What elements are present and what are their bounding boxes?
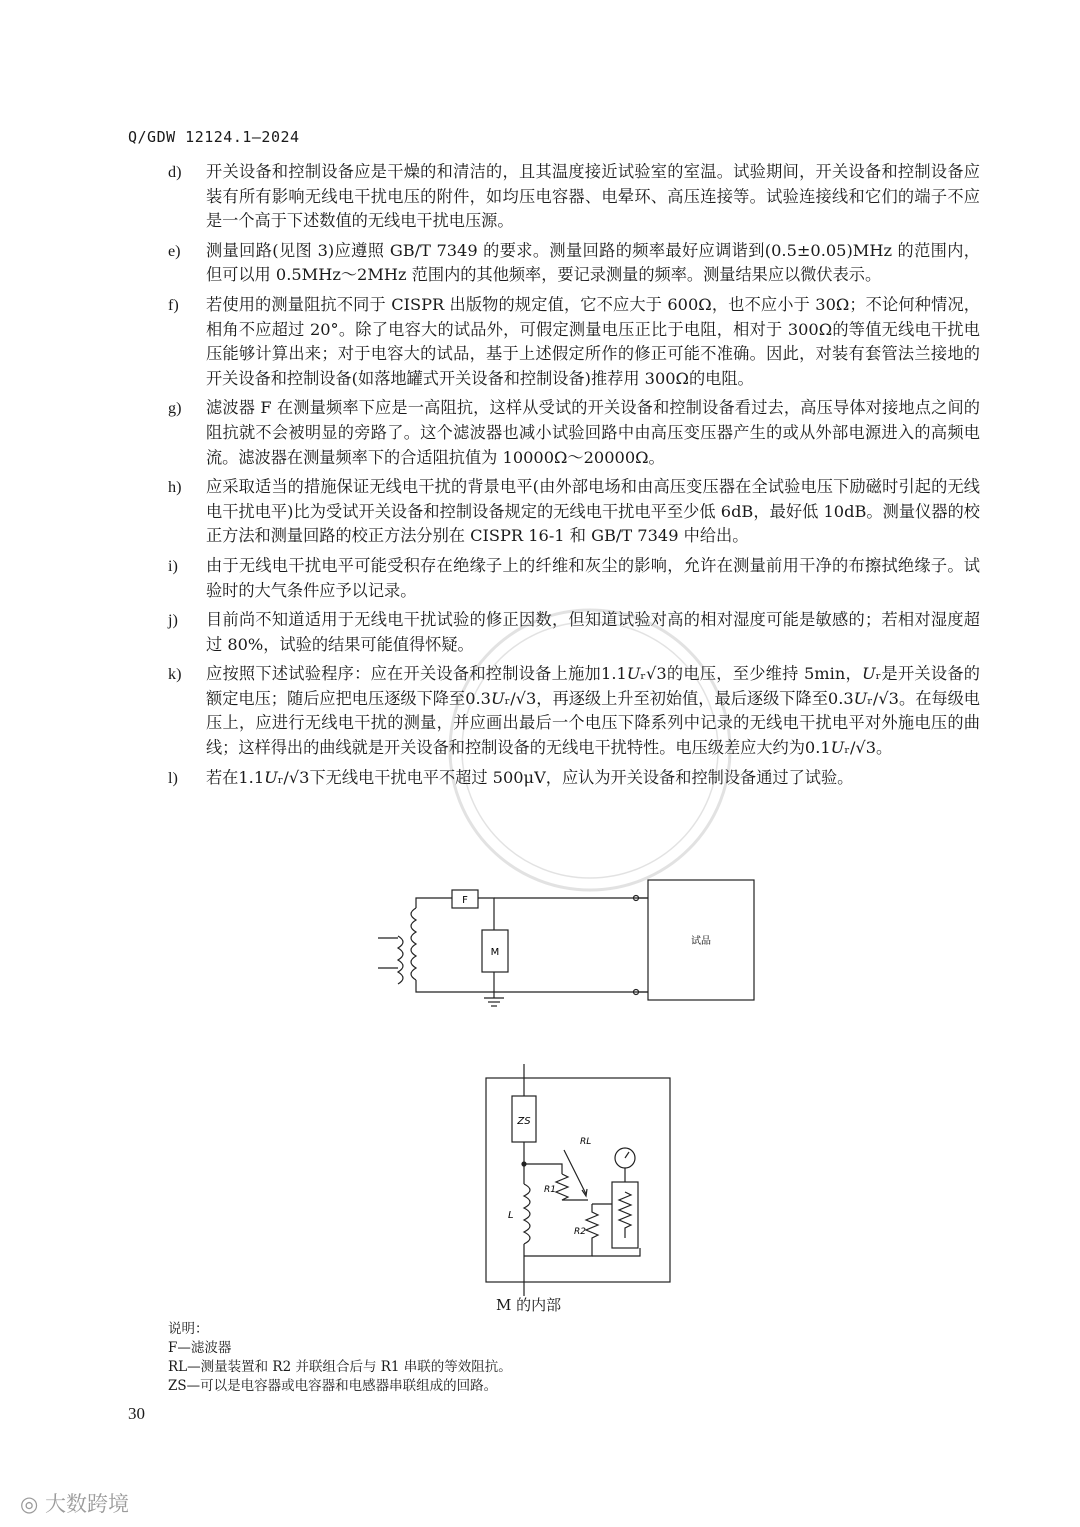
item-text: 应按照下述试验程序：应在开关设备和控制设备上施加1.1𝑈ᵣ√3的电压，至少维持 5min，𝑈ᵣ是开关设备的额定电压；随后应把电压逐级下降至0.3𝑈ᵣ/√3，再逐级上升至初始值，最后逐级下降至0.3𝑈ᵣ/√3。在每级电压上，应进行无线电干扰的测量，并应画出最后一个电压下降系列中记录的无线电干扰电平对外施电压的曲线；这样得出的曲线就是开关设备和控制设备的无线电干扰特性。电压级差应大约为0.1𝑈ᵣ/√3。 xyxy=(206,664,980,758)
note-line: F—滤波器 xyxy=(168,1340,232,1356)
document-code: Q/GDW 12124.1—2024 xyxy=(128,128,300,146)
list-item xyxy=(168,554,980,603)
l-label: L xyxy=(508,1210,514,1221)
r1-label: R1 xyxy=(544,1185,556,1195)
item-label: i) xyxy=(168,556,178,575)
item-text: 应采取适当的措施保证无线电干扰的背景电平(由外部电场和由高压变压器在全试验电压下励磁时引起的无线电干扰电平)比为受试开关设备和控制设备规定的无线电干扰电平至少低 6dB，最好低 10dB。测量仪器的校正方法和测量回路的校正方法分别在 CISPR 16-1 和 GB/T 7349 中给出。 xyxy=(206,477,980,546)
list-item xyxy=(168,475,980,549)
meter-internal-diagram xyxy=(484,1064,674,1296)
note-line: ZS—可以是电容器或电容器和电感器串联组成的回路。 xyxy=(168,1378,498,1394)
figure-caption: M 的内部 xyxy=(496,1296,562,1314)
test-circuit-diagram xyxy=(370,878,770,1018)
notes-title: 说明： xyxy=(168,1321,209,1337)
item-label: d) xyxy=(168,163,182,181)
legend-notes xyxy=(168,1320,512,1396)
item-label: k) xyxy=(168,665,182,684)
dut-label: 试品 xyxy=(691,936,711,947)
meter-label: M xyxy=(490,947,500,958)
seal-stamp-icon xyxy=(440,600,740,900)
item-label: f) xyxy=(168,295,179,314)
note-line: RL—测量装置和 R2 并联组合后与 R1 串联的等效阻抗。 xyxy=(168,1359,512,1375)
list-item xyxy=(168,293,980,391)
zs-label: ZS xyxy=(517,1116,531,1127)
item-text: 开关设备和控制设备应是干燥的和清洁的，且其温度接近试验室的室温。试验期间，开关设备和控制设备应装有所有影响无线电干扰电压的附件，如均压电容器、电晕环、高压连接等。试验连接线和它们的端子不应是一个高于下述数值的无线电干扰电压源。 xyxy=(206,162,980,231)
item-label: g) xyxy=(168,399,182,418)
r2-label: R2 xyxy=(574,1227,586,1237)
item-text: 若使用的测量阻抗不同于 CISPR 出版物的规定值，它不应大于 600Ω，也不应小于 30Ω；不论何种情况，相角不应超过 20°。除了电容大的试品外，可假定测量电压正比于电阻，相对于 300Ω的等值无线电干扰电压能够计算出来；对于电容大的试品，基于上述假定所作的修正可能不准确。因此，对装有套管法兰接地的开关设备和控制设备(如落地罐式开关设备和控制设备)推荐用 300Ω的电阻。 xyxy=(206,294,980,388)
item-text: 测量回路(见图 3)应遵照 GB/T 7349 的要求。测量回路的频率最好应调谐到(0.5±0.05)MHz 的范围内，但可以用 0.5MHz～2MHz 范围内的其他频率，要记录测量的频率。测量结果应以微伏表示。 xyxy=(206,240,980,285)
item-label: l) xyxy=(168,768,178,787)
item-text: 滤波器 F 在测量频率下应是一高阻抗，这样从受试的开关设备和控制设备看过去，高压导体对接地点之间的阻抗就不会被明显的旁路了。这个滤波器也减小试验回路中由高压变压器产生的或从外部电源进入的高频电流。滤波器在测量频率下的合适阻抗值为 10000Ω～20000Ω。 xyxy=(206,398,980,467)
watermark-logo-icon: ◎ xyxy=(20,1492,39,1516)
watermark-text: 大数跨境 xyxy=(45,1492,130,1516)
item-label: h) xyxy=(168,478,182,497)
filter-label: F xyxy=(462,895,468,906)
item-label: e) xyxy=(168,241,181,260)
rl-label: RL xyxy=(580,1137,592,1147)
item-text: 若在1.1𝑈ᵣ/√3下无线电干扰电平不超过 500μV，应认为开关设备和控制设备通过了试验。 xyxy=(206,767,854,787)
list-item xyxy=(168,160,980,234)
page-number: 30 xyxy=(128,1404,145,1423)
watermark xyxy=(20,1488,129,1518)
list-item xyxy=(168,396,980,470)
list-item xyxy=(168,239,980,288)
item-label: j) xyxy=(168,611,178,630)
item-text: 由于无线电干扰电平可能受积存在绝缘子上的纤维和灰尘的影响，允许在测量前用干净的布擦拭绝缘子。试验时的大气条件应予以记录。 xyxy=(206,555,980,600)
item-text: 目前尚不知道适用于无线电干扰试验的修正因数，但知道试验对高的相对湿度可能是敏感的；若相对湿度超过 80%，试验的结果可能值得怀疑。 xyxy=(206,610,980,654)
